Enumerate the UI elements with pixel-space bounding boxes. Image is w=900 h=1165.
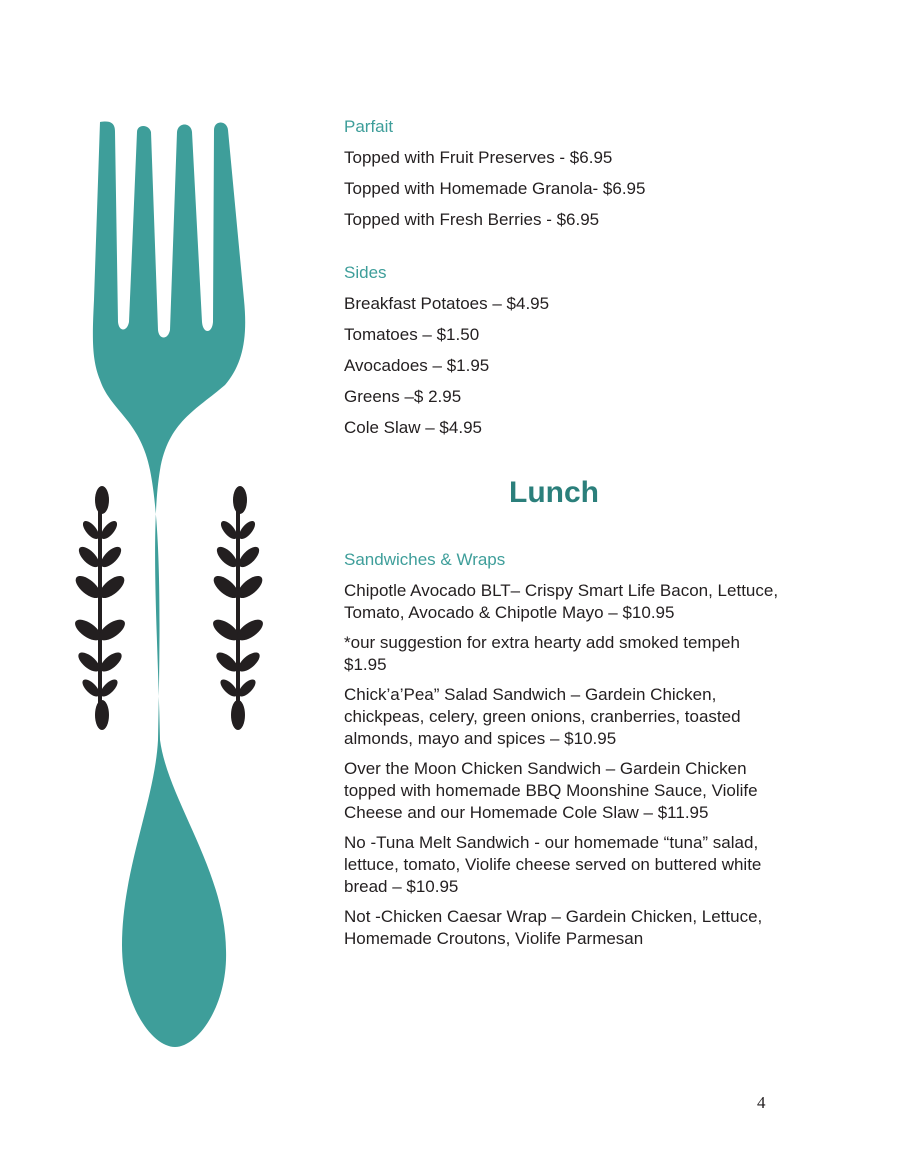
sides-list — [344, 293, 784, 439]
spacer — [344, 240, 784, 262]
menu-item: Chipotle Avocado BLT– Crispy Smart Life Bacon, Lettuce, Tomato, Avocado & Chipotle Mayo – $10.95 — [344, 581, 779, 622]
fork-illustration — [0, 0, 320, 1165]
leaf-sprig-icon — [210, 486, 267, 730]
menu-item: Tomatoes – $1.50 — [344, 325, 480, 344]
section-title-sides: Sides — [344, 263, 387, 282]
menu-item: Avocadoes – $1.95 — [344, 356, 490, 375]
parfait-section — [344, 116, 784, 231]
lunch-heading: Lunch — [509, 476, 599, 509]
menu-item: *our suggestion for extra hearty add smoked tempeh $1.95 — [344, 633, 740, 674]
menu-item: Topped with Fruit Preserves - $6.95 — [344, 148, 613, 167]
sides-section — [344, 262, 784, 439]
menu-item: Topped with Fresh Berries - $6.95 — [344, 210, 600, 229]
menu-content — [344, 116, 784, 958]
parfait-list — [344, 147, 784, 231]
sandwiches-section — [344, 549, 784, 950]
menu-item: Over the Moon Chicken Sandwich – Gardein Chicken topped with homemade BBQ Moonshine Sauce, Violife Cheese and our Homemade Cole Slaw – $11.95 — [344, 759, 758, 822]
menu-item: Cole Slaw – $4.95 — [344, 418, 482, 437]
sandwiches-list — [344, 580, 784, 950]
leaf-sprig-icon — [72, 486, 129, 730]
menu-item: Greens –$ 2.95 — [344, 387, 462, 406]
menu-item: Not -Chicken Caesar Wrap – Gardein Chicken, Lettuce, Homemade Croutons, Violife Parmesan — [344, 907, 763, 948]
menu-item: Breakfast Potatoes – $4.95 — [344, 294, 550, 313]
section-title-sandwiches: Sandwiches & Wraps — [344, 550, 506, 569]
menu-item: No -Tuna Melt Sandwich - our homemade “tuna” salad, lettuce, tomato, Violife cheese served on buttered white bread – $10.95 — [344, 833, 762, 896]
section-title-parfait: Parfait — [344, 117, 394, 136]
menu-item: Chick’a’Pea” Salad Sandwich – Gardein Chicken, chickpeas, celery, green onions, cranberries, toasted almonds, mayo and spices – $10.95 — [344, 685, 741, 748]
page-number: 4 — [757, 1093, 766, 1112]
menu-item: Topped with Homemade Granola- $6.95 — [344, 179, 646, 198]
